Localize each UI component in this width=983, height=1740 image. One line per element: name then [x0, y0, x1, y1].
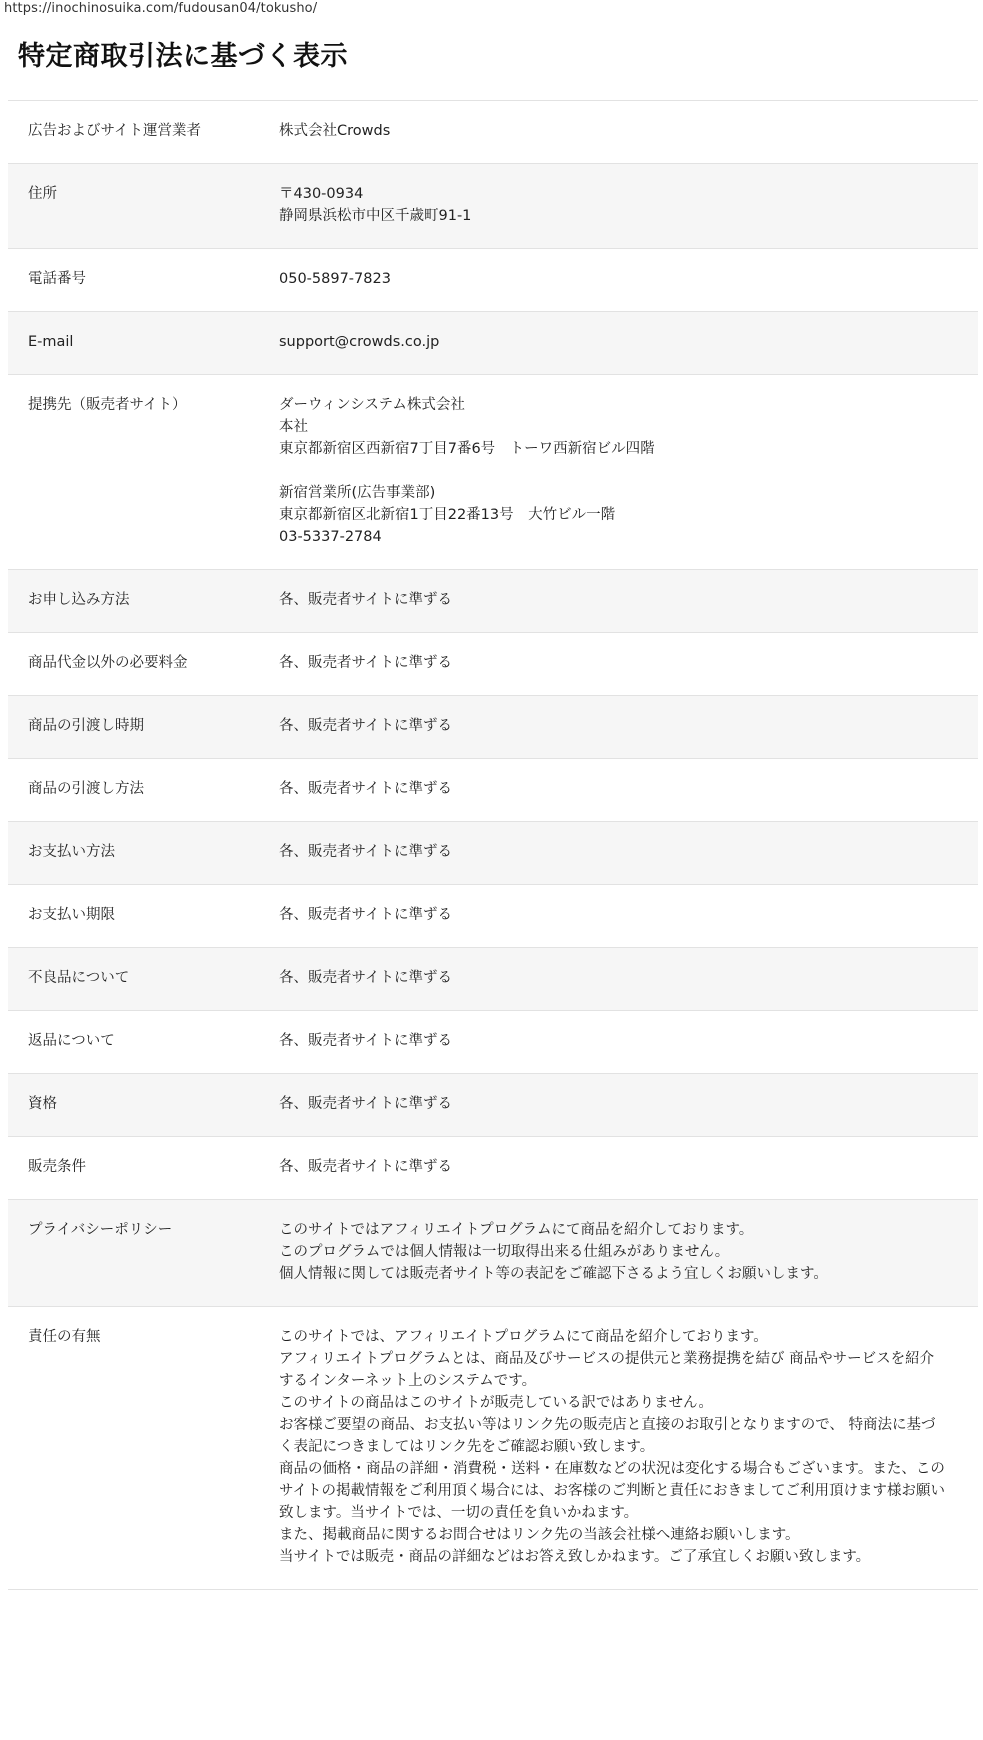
value-line: このプログラムでは個人情報は一切取得出来る仕組みがありません。: [279, 1244, 730, 1260]
row-label: お申し込み方法: [28, 592, 130, 608]
value-line: ダーウィンシステム株式会社: [279, 397, 465, 413]
value-line: 03-5337-2784: [279, 529, 382, 545]
table-row: [8, 822, 978, 885]
row-value: [279, 633, 957, 695]
row-value: [279, 249, 957, 311]
value-line: 〒430-0934: [279, 186, 364, 202]
row-value: [279, 822, 957, 884]
value-line: このサイトの商品はこのサイトが販売している訳ではありません。: [279, 1395, 713, 1411]
value-line: 新宿営業所(広告事業部): [279, 485, 436, 501]
page-url: https://inochinosuika.com/fudousan04/tokusho/: [4, 1, 318, 16]
row-label: 資格: [28, 1096, 57, 1112]
value-line: 商品の価格・商品の詳細・消費税・送料・在庫数などの状況は変化する場合もございます。また、このサイトの掲載情報をご利用頂く場合には、お客様のご判断と責任におきましてご利用頂けます様お願い致します。当サイトでは、一切の責任を負いかねます。: [279, 1461, 945, 1521]
table-row: [8, 885, 978, 948]
row-value: [279, 696, 957, 758]
row-value: [279, 1307, 957, 1589]
row-value: [279, 375, 957, 569]
row-label: 責任の有無: [28, 1329, 101, 1345]
row-label: 不良品について: [28, 970, 130, 986]
row-value: [279, 1137, 957, 1199]
row-label: プライバシーポリシー: [28, 1222, 173, 1238]
table-row: [8, 570, 978, 633]
value-line: お客様ご要望の商品、お支払い等はリンク先の販売店と直接のお取引となりますので、 特商法に基づく表記につきましてはリンク先をご確認お願い致します。: [279, 1417, 936, 1455]
table-row: [8, 249, 978, 312]
row-label: E-mail: [28, 334, 74, 350]
value-line: 各、販売者サイトに準ずる: [279, 655, 452, 671]
table-row: [8, 101, 978, 164]
table-row: [8, 948, 978, 1011]
row-label: お支払い期限: [28, 907, 115, 923]
value-line: 各、販売者サイトに準ずる: [279, 718, 452, 734]
value-line: 050-5897-7823: [279, 271, 391, 287]
value-line: 各、販売者サイトに準ずる: [279, 592, 452, 608]
row-label: 住所: [28, 186, 57, 202]
value-line: 個人情報に関しては販売者サイト等の表記をご確認下さるよう宜しくお願いします。: [279, 1266, 828, 1282]
row-label: 返品について: [28, 1033, 115, 1049]
value-line: アフィリエイトプログラムとは、商品及びサービスの提供元と業務提携を結び 商品やサービスを紹介するインターネット上のシステムです。: [279, 1351, 935, 1389]
value-line: [279, 460, 945, 482]
table-row: [8, 1011, 978, 1074]
row-value: [279, 885, 957, 947]
value-line: 各、販売者サイトに準ずる: [279, 844, 452, 860]
value-line: 各、販売者サイトに準ずる: [279, 970, 452, 986]
value-line: support@crowds.co.jp: [279, 334, 440, 350]
row-label: お支払い方法: [28, 844, 115, 860]
table-row: [8, 1200, 978, 1307]
row-value: [279, 312, 957, 374]
row-label: 商品の引渡し方法: [28, 781, 144, 797]
row-value: [279, 759, 957, 821]
table-row: [8, 1137, 978, 1200]
value-line: 各、販売者サイトに準ずる: [279, 1159, 452, 1175]
table-row: [8, 1307, 978, 1590]
value-line: 株式会社Crowds: [279, 123, 391, 139]
value-line: このサイトではアフィリエイトプログラムにて商品を紹介しております。: [279, 1222, 754, 1238]
row-value: [279, 948, 957, 1010]
value-line: 各、販売者サイトに準ずる: [279, 1096, 452, 1112]
row-value: [279, 164, 957, 248]
value-line: 各、販売者サイトに準ずる: [279, 781, 452, 797]
row-label: 提携先（販売者サイト）: [28, 397, 187, 413]
page-title: 特定商取引法に基づく表示: [18, 41, 348, 72]
table-row: [8, 759, 978, 822]
value-line: 東京都新宿区西新宿7丁目7番6号 トーワ西新宿ビル四階: [279, 441, 655, 457]
value-line: 各、販売者サイトに準ずる: [279, 1033, 452, 1049]
table-row: [8, 696, 978, 759]
table-row: [8, 1074, 978, 1137]
table-row: [8, 375, 978, 570]
row-label: 販売条件: [28, 1159, 86, 1175]
table-row: [8, 633, 978, 696]
row-value: [279, 570, 957, 632]
value-line: 本社: [279, 419, 308, 435]
row-value: [279, 101, 957, 163]
row-value: [279, 1200, 957, 1306]
row-value: [279, 1011, 957, 1073]
row-label: 電話番号: [28, 271, 86, 287]
row-label: 商品代金以外の必要料金: [28, 655, 188, 671]
value-line: このサイトでは、アフィリエイトプログラムにて商品を紹介しております。: [279, 1329, 768, 1345]
table-row: [8, 312, 978, 375]
value-line: 各、販売者サイトに準ずる: [279, 907, 452, 923]
info-table: [8, 100, 978, 1590]
row-label: 広告およびサイト運営業者: [28, 123, 201, 139]
table-row: [8, 164, 978, 249]
value-line: 東京都新宿区北新宿1丁目22番13号 大竹ビル一階: [279, 507, 616, 523]
row-value: [279, 1074, 957, 1136]
row-label: 商品の引渡し時期: [28, 718, 144, 734]
value-line: また、掲載商品に関するお問合せはリンク先の当該会社様へ連絡お願いします。: [279, 1527, 800, 1543]
value-line: 当サイトでは販売・商品の詳細などはお答え致しかねます。ご了承宜しくお願い致します。: [279, 1549, 871, 1565]
value-line: 静岡県浜松市中区千歳町91-1: [279, 208, 472, 224]
